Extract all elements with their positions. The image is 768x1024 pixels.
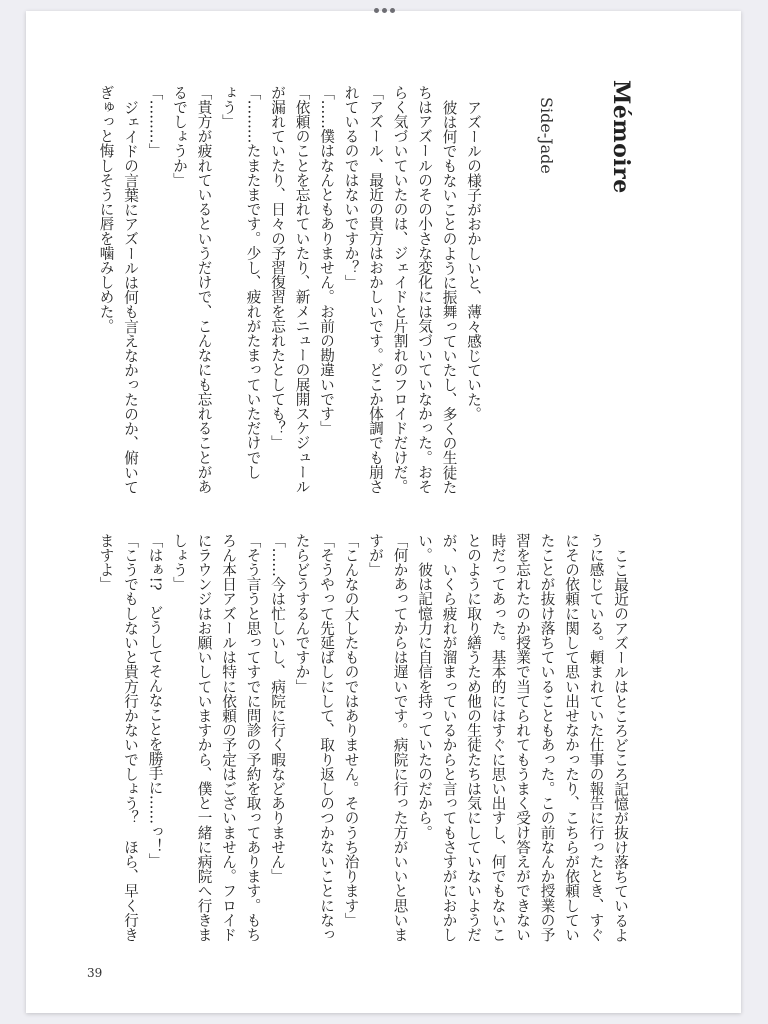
chapter-subtitle: Side-Jade [537,97,556,174]
text-line: ここ最近のアズールはところどころ記憶が抜け落ちているよ [612,547,629,942]
text-line: にその依頼に関して思い出せなかったり、こちらが依頼してい [563,533,580,942]
text-line: ょう」 [220,85,237,129]
body-text-bottom [93,533,632,942]
body-text-top [93,85,485,494]
text-line: れているのではないですか？」 [342,85,360,290]
text-line: い。彼は記憶力に自信を持っていたのだから。 [416,533,433,840]
text-line: ちはアズールのその小さな変化には気づいていなかった。おそ [416,85,433,494]
text-line: 「………たまたまです。少し、疲れがたまっていただけでし [244,85,262,480]
text-line: が漏れていたり、日々の予習復習を忘れたとしても？」 [269,85,286,450]
text-line: るでしょうか」 [171,85,188,188]
text-line: しょう」 [171,533,188,592]
text-line: 「はぁ!? どうしてそんなことを勝手に……っ！」 [146,533,164,868]
more-dots-icon [382,8,387,13]
text-line: 「……今は忙しいし、病院に行く暇などありません」 [269,533,286,884]
text-line: 「こうでもしないと貴方行かないでしょう？ ほら、早く行き [122,533,139,942]
text-line: 「そうやって先延ばしにして、取り返しのつかないことになっ [318,533,335,942]
text-line: 「こんなの大したものではありません。そのうち治ります」 [342,533,360,928]
text-line: 「依頼のことを忘れていたり、新メニューの展開スケジュール [293,85,311,494]
text-line: 「何かあってからは遅いです。病院に行った方がいいと思いま [391,533,409,942]
text-line: アズールの様子がおかしいと、薄々感じていた。 [465,99,482,421]
text-line: 時だってあった。基本的にはすぐに思い出すし、何でもないこ [489,533,507,942]
text-line: ろん本日アズールは特に依頼の予定はございません。フロイド [220,533,237,942]
text-line: たらどうするんですか」 [293,533,311,694]
text-line: にラウンジはお願いしていますから、僕と一緒に病院へ行きま [195,533,213,942]
text-line: らく気づいていたのは、ジェイドと片割れのフロイドだけだ。 [391,85,409,494]
page-number: 39 [87,966,103,980]
text-line: うに感じている。頼まれていた仕事の報告に行ったとき、すぐ [587,533,605,942]
more-dots-icon [374,8,379,13]
text-line: ぎゅっと悔しそうに唇を噛みしめた。 [97,85,115,334]
text-line: ジェイドの言葉にアズールは何も言えなかったのか、俯いて [122,99,139,494]
more-dots-icon [390,8,395,13]
text-line: 「……僕はなんともありません。お前の勘違いです」 [318,85,335,436]
text-line: 「アズール、最近の貴方はおかしいです。どこか体調でも崩さ [367,85,384,494]
chapter-title: Mémoire [608,80,634,194]
text-line: 「貴方が疲れているというだけで、こんなにも忘れることがあ [195,85,213,494]
page-drag-handle[interactable] [372,6,396,14]
text-line: とのように取り繕うため他の生徒たちは気にしていないようだ [465,533,482,942]
text-line: 習を忘れたのか授業で当てられてもうまく受け答えができない [514,533,531,942]
text-line: 「………」 [146,85,164,158]
text-line: 「そう言うと思ってすでに問診の予約を取ってあります。もち [244,533,262,942]
text-line: ますよ」 [97,533,115,592]
text-line: たことが抜け落ちていることもあった。この前なんか授業の予 [538,533,556,942]
document-page [26,11,741,1013]
text-line: 彼は何でもないことのように振舞っていたし、多くの生徒た [440,99,458,494]
text-line: すが」 [367,533,384,577]
text-line: が、いくら疲れが溜まっているからと言ってもさすがにおかし [440,533,458,942]
